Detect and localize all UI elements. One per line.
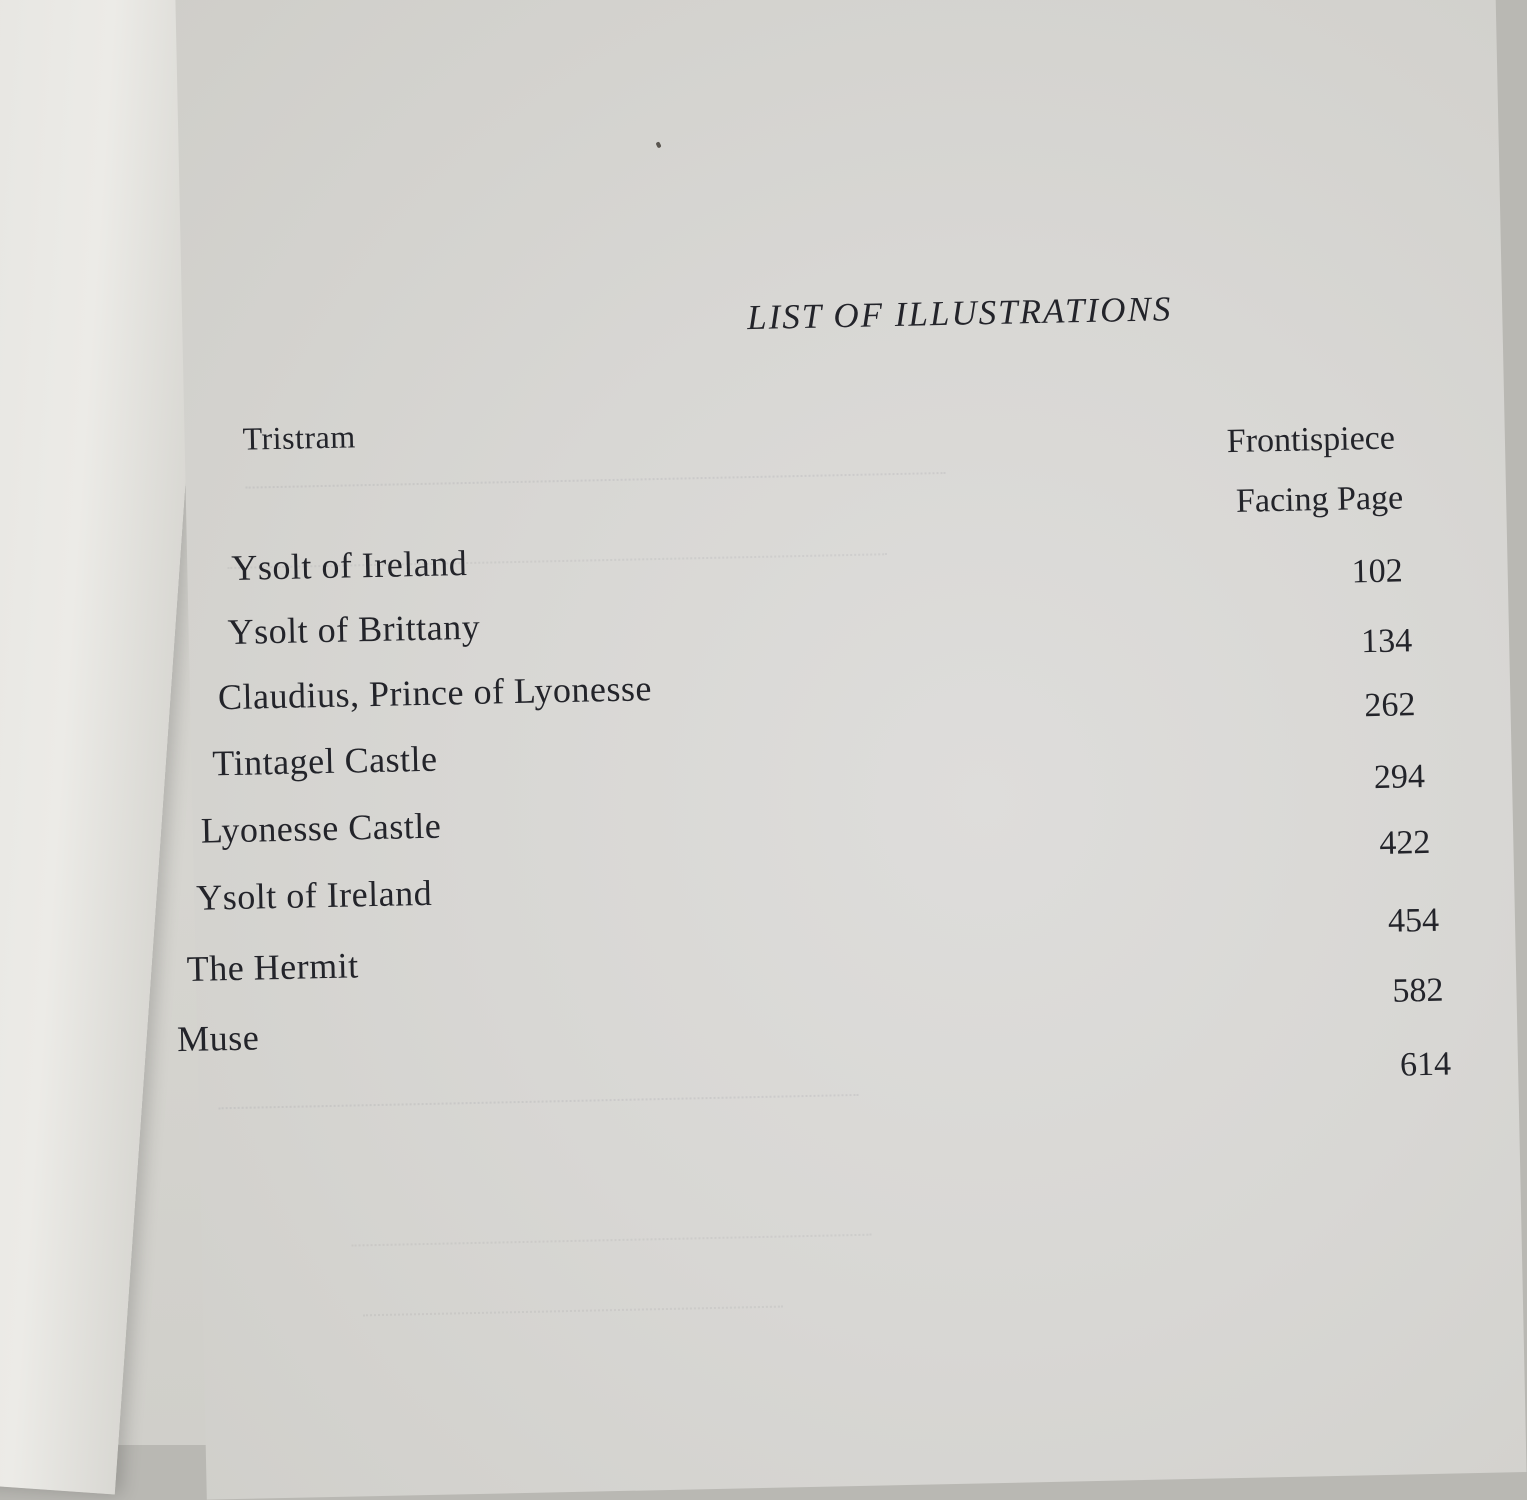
entry-title: Lyonesse Castle (200, 805, 442, 851)
entry-page-number: 262 (1364, 686, 1416, 725)
show-through-line (351, 1206, 872, 1247)
entry-title: Muse (176, 1017, 260, 1060)
entry-page-number: 134 (1360, 622, 1413, 661)
show-through-line (218, 1066, 858, 1109)
entry-title: Ysolt of Ireland (230, 543, 468, 588)
entry-title: Tristram (242, 418, 357, 457)
entry-title: Ysolt of Brittany (227, 606, 481, 653)
entry-page-number: 614 (1399, 1045, 1452, 1084)
entry-title: Tintagel Castle (211, 738, 438, 784)
facing-page-show-through (43, 150, 103, 187)
illustrations-page (175, 0, 1527, 1500)
page-title: LIST OF ILLUSTRATIONS (746, 289, 1173, 338)
entry-title: Claudius, Prince of Lyonesse (217, 668, 653, 718)
entry-page-number: 582 (1392, 971, 1444, 1010)
frontispiece-label: Frontispiece (1226, 419, 1396, 461)
show-through-line (362, 1278, 783, 1317)
entry-page-number: 454 (1387, 901, 1440, 940)
paper-speck (655, 141, 661, 148)
entry-page-number: 102 (1351, 552, 1404, 591)
entry-page-number: 422 (1378, 823, 1431, 862)
entry-title: The Hermit (186, 945, 360, 989)
entry-title: Ysolt of Ireland (195, 872, 433, 918)
facing-page-label: Facing Page (1235, 479, 1404, 520)
entry-page-number: 294 (1373, 758, 1426, 797)
